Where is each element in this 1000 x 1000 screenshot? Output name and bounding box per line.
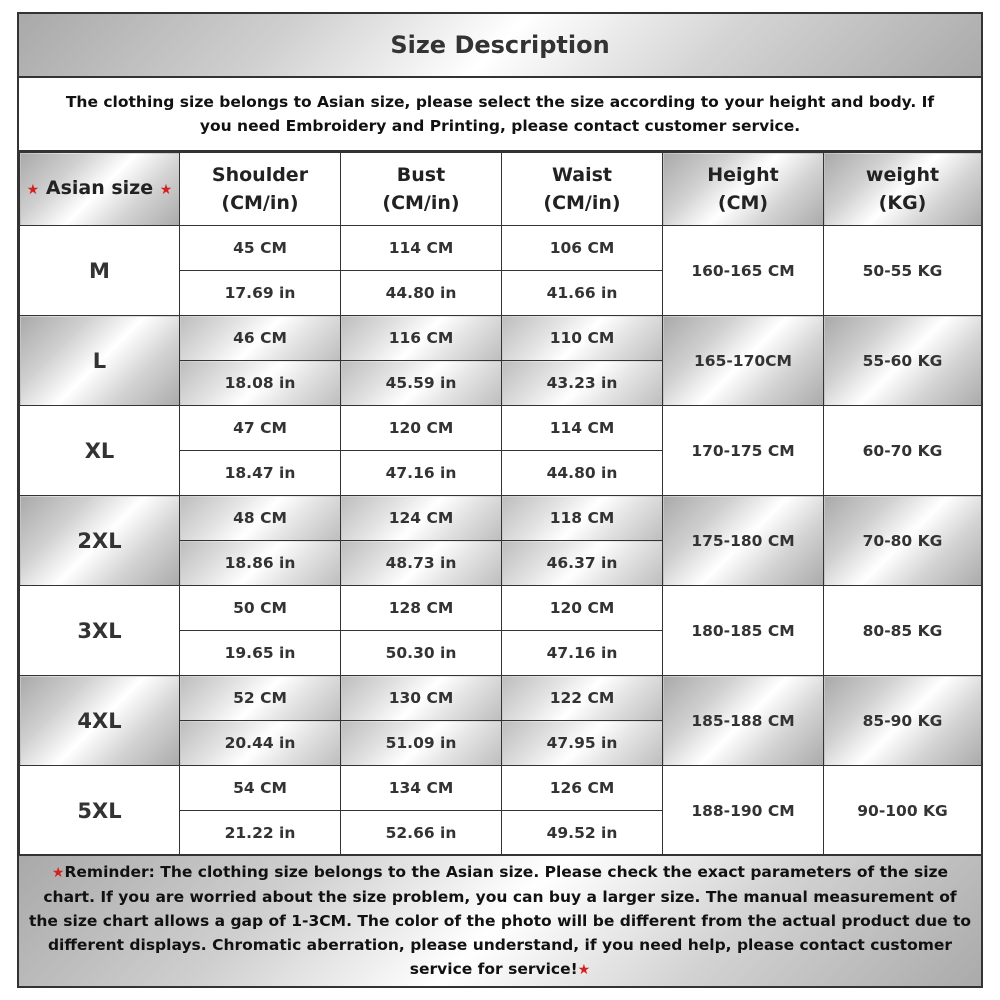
- reminder-text-block: [27, 860, 973, 982]
- bust-in-cell: 52.66 in: [341, 811, 502, 856]
- bust-in-cell: 48.73 in: [341, 541, 502, 586]
- weight-cell: 90-100 KG: [824, 766, 982, 856]
- bust-in-cell: 47.16 in: [341, 451, 502, 496]
- table-row: [20, 496, 982, 541]
- size-cell: 3XL: [20, 586, 180, 676]
- reminder-band: [19, 854, 981, 986]
- shoulder-in-cell: 21.22 in: [180, 811, 341, 856]
- size-cell: M: [20, 226, 180, 316]
- weight-cell: 85-90 KG: [824, 676, 982, 766]
- header-waist-unit: (CM/in): [543, 192, 621, 214]
- height-cell: 188-190 CM: [663, 766, 824, 856]
- header-asian-size: [20, 153, 180, 226]
- page-title: Size Description: [390, 31, 610, 59]
- header-row: [20, 153, 982, 226]
- weight-cell: 55-60 KG: [824, 316, 982, 406]
- waist-cm-cell: 122 CM: [502, 676, 663, 721]
- shoulder-cm-cell: 47 CM: [180, 406, 341, 451]
- weight-cell: 50-55 KG: [824, 226, 982, 316]
- shoulder-cm-cell: 52 CM: [180, 676, 341, 721]
- weight-cell: 70-80 KG: [824, 496, 982, 586]
- title-band: [19, 14, 981, 78]
- header-waist-label: Waist: [551, 164, 612, 186]
- height-cell: 165-170CM: [663, 316, 824, 406]
- header-shoulder-label: Shoulder: [211, 164, 309, 186]
- header-bust: [341, 153, 502, 226]
- shoulder-in-cell: 20.44 in: [180, 721, 341, 766]
- bust-cm-cell: 134 CM: [341, 766, 502, 811]
- waist-cm-cell: 114 CM: [502, 406, 663, 451]
- waist-in-cell: 46.37 in: [502, 541, 663, 586]
- header-height: [663, 153, 824, 226]
- bust-cm-cell: 124 CM: [341, 496, 502, 541]
- size-cell: L: [20, 316, 180, 406]
- shoulder-cm-cell: 48 CM: [180, 496, 341, 541]
- waist-in-cell: 49.52 in: [502, 811, 663, 856]
- weight-cell: 60-70 KG: [824, 406, 982, 496]
- height-cell: 180-185 CM: [663, 586, 824, 676]
- header-weight: [824, 153, 982, 226]
- shoulder-cm-cell: 50 CM: [180, 586, 341, 631]
- size-chart-frame: [17, 12, 983, 988]
- bust-cm-cell: 116 CM: [341, 316, 502, 361]
- table-row: [20, 676, 982, 721]
- size-cell: 2XL: [20, 496, 180, 586]
- star-icon: ★: [26, 182, 40, 198]
- bust-cm-cell: 128 CM: [341, 586, 502, 631]
- size-cell: 5XL: [20, 766, 180, 856]
- table-row: [20, 226, 982, 271]
- table-row: [20, 316, 982, 361]
- reminder-text: Reminder: The clothing size belongs to the Asian size. Please check the exact parameters of the size chart. If you are worried about the size problem, you can buy a larger size. The manual measurement of the size chart allows a gap of 1-3CM. The color of the photo will be different from the actual product due to different displays. Chromatic aberration, please understand, if you need help, please contact customer service for service!: [28, 863, 972, 978]
- header-height-label: Height: [707, 164, 779, 186]
- bust-cm-cell: 120 CM: [341, 406, 502, 451]
- table-row: [20, 586, 982, 631]
- waist-in-cell: 43.23 in: [502, 361, 663, 406]
- waist-cm-cell: 126 CM: [502, 766, 663, 811]
- bust-in-cell: 45.59 in: [341, 361, 502, 406]
- shoulder-cm-cell: 45 CM: [180, 226, 341, 271]
- bust-in-cell: 44.80 in: [341, 271, 502, 316]
- shoulder-in-cell: 18.08 in: [180, 361, 341, 406]
- intro-note: The clothing size belongs to Asian size, please select the size according to your height and body. If you need Embroidery and Printing, please contact customer service.: [65, 93, 935, 135]
- bust-cm-cell: 114 CM: [341, 226, 502, 271]
- size-cell: XL: [20, 406, 180, 496]
- star-icon: ★: [51, 865, 65, 881]
- shoulder-in-cell: 17.69 in: [180, 271, 341, 316]
- waist-in-cell: 41.66 in: [502, 271, 663, 316]
- height-cell: 175-180 CM: [663, 496, 824, 586]
- shoulder-in-cell: 18.86 in: [180, 541, 341, 586]
- waist-in-cell: 47.16 in: [502, 631, 663, 676]
- header-bust-unit: (CM/in): [382, 192, 460, 214]
- header-asian-size-label: Asian size: [45, 177, 154, 199]
- shoulder-cm-cell: 46 CM: [180, 316, 341, 361]
- header-weight-label: weight: [865, 164, 940, 186]
- shoulder-in-cell: 19.65 in: [180, 631, 341, 676]
- height-cell: 170-175 CM: [663, 406, 824, 496]
- header-shoulder: [180, 153, 341, 226]
- bust-cm-cell: 130 CM: [341, 676, 502, 721]
- size-table: [19, 152, 982, 856]
- header-weight-unit: (KG): [878, 192, 927, 214]
- size-cell: 4XL: [20, 676, 180, 766]
- waist-cm-cell: 120 CM: [502, 586, 663, 631]
- header-waist: [502, 153, 663, 226]
- waist-cm-cell: 110 CM: [502, 316, 663, 361]
- header-bust-label: Bust: [396, 164, 446, 186]
- height-cell: 160-165 CM: [663, 226, 824, 316]
- header-height-unit: (CM): [717, 192, 769, 214]
- bust-in-cell: 51.09 in: [341, 721, 502, 766]
- table-row: [20, 406, 982, 451]
- header-shoulder-unit: (CM/in): [221, 192, 299, 214]
- bust-in-cell: 50.30 in: [341, 631, 502, 676]
- star-icon: ★: [159, 182, 173, 198]
- shoulder-in-cell: 18.47 in: [180, 451, 341, 496]
- waist-in-cell: 47.95 in: [502, 721, 663, 766]
- waist-in-cell: 44.80 in: [502, 451, 663, 496]
- shoulder-cm-cell: 54 CM: [180, 766, 341, 811]
- weight-cell: 80-85 KG: [824, 586, 982, 676]
- star-icon: ★: [577, 962, 591, 978]
- waist-cm-cell: 118 CM: [502, 496, 663, 541]
- height-cell: 185-188 CM: [663, 676, 824, 766]
- waist-cm-cell: 106 CM: [502, 226, 663, 271]
- intro-note-band: [19, 78, 981, 152]
- table-row: [20, 766, 982, 811]
